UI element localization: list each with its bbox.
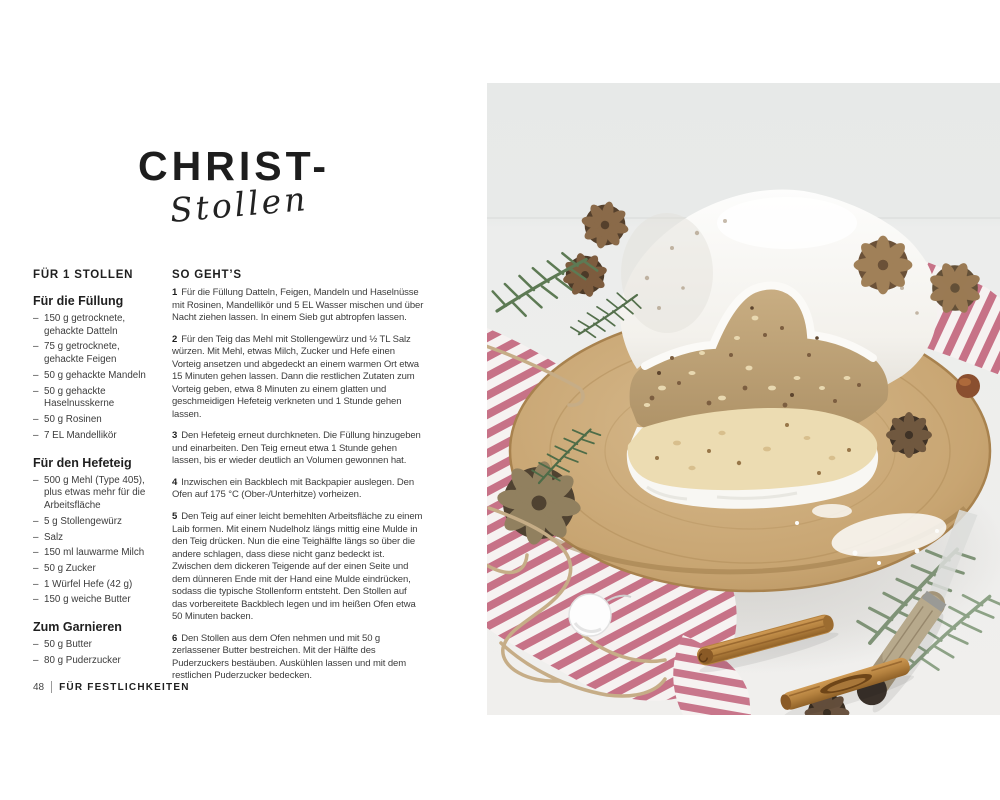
list-dash: – [33,341,39,353]
ingredient-item [33,639,161,652]
ingredient-item [33,532,161,545]
ingredients-column [33,269,161,671]
ingredient-text: 80 g Puderzucker [44,654,121,666]
ingredient-list-filling [33,313,161,443]
ingredient-text: 150 g weiche Butter [44,594,131,606]
step-number: 2 [172,333,178,345]
hazelnut [956,374,980,398]
ingredient-group-title-filling: Für die Füllung [33,294,124,308]
ingredient-text: 50 g Rosinen [44,414,102,426]
ingredient-text: 7 EL Mandellikör [44,429,117,441]
list-dash: – [33,313,39,324]
step-number: 1 [172,287,178,298]
ingredient-item [33,516,161,529]
pine-cone [854,236,913,295]
step-text: Für den Teig das Mehl mit Stollengewürz und ½ TL Salz würzen. Mit Mehl, etwas Milch, Zucker und Hefe einen Vorteig ansetzen und abgedeckt an einem warmen Ort etwa 15 Minuten gehen lassen. Dann die restlichen Zutaten zum Vorteig geben, etwa 8 Minuten zu einem glatten und geschmeidigen Hefeteig verkneten und 1 Stunde gehen lassen. [172,333,419,420]
ingredient-item [33,475,161,513]
step-number: 5 [172,510,178,522]
ingredient-item [33,414,161,427]
footer-divider [51,681,52,693]
stollen-photo [487,83,1000,715]
list-dash: – [33,429,39,441]
recipe-title: CHRIST- [138,143,330,189]
ingredient-text: 50 g gehackte Mandeln [44,369,146,381]
ingredient-list-garnish [33,639,161,667]
ingredient-text: 50 g Zucker [44,563,96,575]
ingredient-text: 150 ml lauwarme Milch [44,547,145,559]
list-dash: – [33,474,39,486]
list-dash: – [33,531,39,543]
ingredient-text: 50 g Butter [44,639,92,651]
step-text: Den Hefeteig erneut durchkneten. Die Füllung hinzugeben und einarbeiten. Den Teig erneut etwa 1 Stunde gehen lassen, bis er wieder deutlich an Volumen gewonnen hat. [172,430,421,467]
ingredients-heading: FÜR 1 STOLLEN [33,269,134,281]
step-number: 6 [172,632,178,644]
ingredient-item [33,579,161,592]
step-6 [172,633,424,683]
ingredient-text: 50 g gehackte Haselnusskerne [44,385,115,410]
step-text: Für die Füllung Datteln, Feigen, Mandeln und Haselnüsse mit Rosinen, Mandellikör und 5 EL Wasser mischen und über Nacht ziehen lassen. In einem Sieb gut abtropfen lassen. [172,287,424,324]
stollen-slice [627,408,878,509]
step-text: Den Stollen aus dem Ofen nehmen und mit 50 g zerlassener Butter bestreichen. Mit der Hälfte des Puderzuckers bestäuben. Auskühlen lassen und mit dem restlichen Puderzucker bedecken. [172,632,407,682]
ingredient-list-dough [33,475,161,608]
list-dash: – [33,515,39,527]
ingredient-item [33,313,161,338]
list-dash: – [33,369,39,381]
list-dash: – [33,563,39,575]
list-dash: – [33,547,39,559]
ingredient-item [33,563,161,576]
list-dash: – [33,639,39,651]
step-number: 3 [172,430,178,442]
instructions-heading: SO GEHT’S [172,269,242,281]
ingredient-text: 1 Würfel Hefe (42 g) [44,578,133,590]
ingredient-text: 150 g getrocknete, gehackte Datteln [44,313,126,337]
step-5 [172,511,424,624]
list-dash: – [33,414,39,426]
step-text: Den Teig auf einer leicht bemehlten Arbeitsfläche zu einem Laib formen. Mit einem Nudelholz längs mittig eine Mulde in den Teig drücken. Nun die eine Teighälfte längs so über die andere schlagen, dass diese nicht ganz bedeckt ist. Zwischen dem dickeren Teigende auf der einen Seite und dem dünneren Ende mit der Hand eine Mulde eindrücken, sodass die typische Stollenform entsteht. Den Stollen auf das vorbereitete Backblech legen und im heißen Ofen etwa 50 Minuten backen. [172,510,423,623]
recipe-subtitle-script: Stollen [168,178,310,230]
stollen-photo-svg [487,83,1000,715]
step-text: Inzwischen ein Backblech mit Backpapier auslegen. Den Ofen auf 175 °C (Ober-/Unterhitze) vorheizen. [172,476,415,501]
page-footer [33,681,190,693]
pine-cone-small [886,412,932,458]
recipe-title-block [138,143,398,230]
list-dash: – [33,385,39,397]
ingredient-item [33,594,161,607]
list-dash: – [33,654,39,666]
ingredient-text: 5 g Stollengewürz [44,515,122,527]
step-3 [172,430,424,468]
ingredient-item [33,430,161,443]
list-dash: – [33,578,39,590]
page-number: 48 [33,681,45,693]
ingredient-item [33,370,161,383]
ingredient-text: 500 g Mehl (Type 405), plus etwas mehr für die Arbeitsfläche [44,474,146,512]
list-dash: – [33,594,39,606]
ingredient-group-title-garnish: Zum Garnieren [33,620,122,635]
step-number: 4 [172,476,178,488]
ingredient-item [33,341,161,366]
instructions-column [172,269,424,692]
ingredient-group-title-dough: Für den Hefeteig [33,455,132,470]
ingredient-item [33,655,161,668]
footer-section-label: FÜR FESTLICHKEITEN [59,681,190,693]
step-1 [172,287,424,325]
step-4 [172,477,424,502]
ingredient-text: Salz [44,531,64,543]
ingredient-item [33,547,161,560]
ingredient-text: 75 g getrocknete, gehackte Feigen [44,341,120,366]
ingredient-item [33,386,161,411]
step-2 [172,334,424,422]
